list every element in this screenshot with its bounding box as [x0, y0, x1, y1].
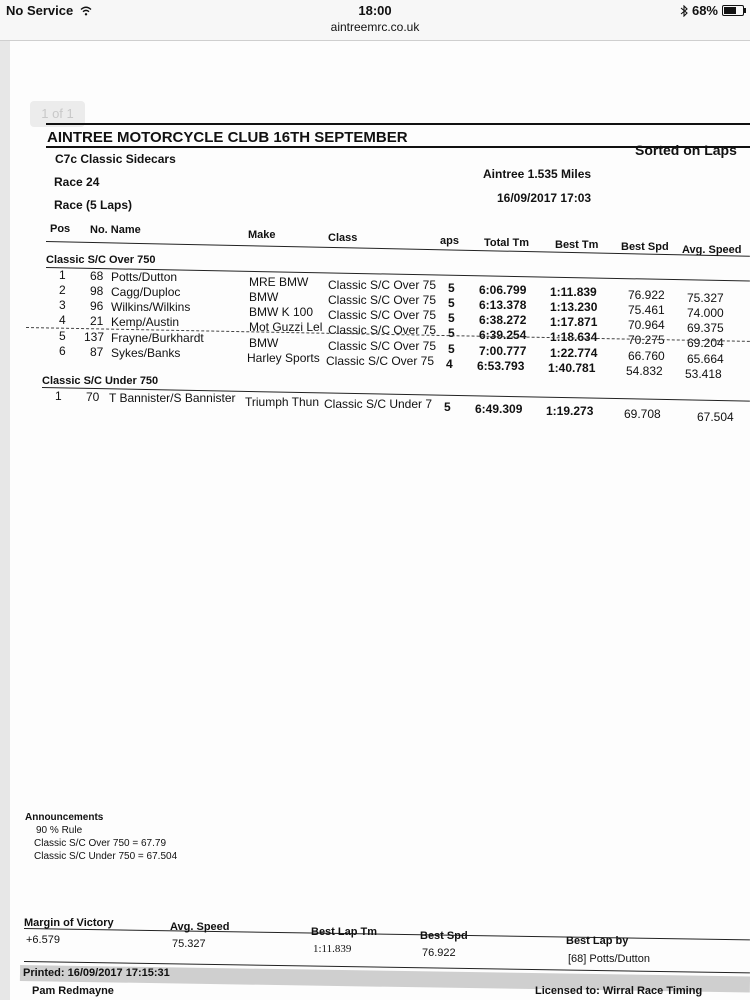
cell-total: 6:39.254 — [479, 328, 527, 342]
cell-laps: 5 — [448, 311, 455, 325]
margin-label: Margin of Victory — [24, 917, 114, 929]
cell-best-spd: 70.964 — [628, 318, 665, 332]
title-rule-top — [46, 123, 750, 125]
cell-class: Classic S/C Over 75 — [328, 278, 437, 292]
cell-total: 6:53.793 — [477, 359, 525, 373]
cell-total: 6:13.378 — [479, 298, 527, 312]
battery-percent: 68% — [691, 3, 718, 18]
cell-name: Frayne/Burkhardt — [111, 331, 204, 345]
cell-class: Classic S/C Under 7 — [324, 397, 433, 411]
cell-name: T Bannister/S Bannister — [109, 391, 236, 405]
cell-best: 1:13.230 — [550, 300, 598, 314]
cell-total: 6:49.309 — [475, 402, 523, 416]
cell-pos: 4 — [59, 313, 66, 327]
cell-avg: 67.504 — [697, 410, 734, 424]
cell-class: Classic S/C Over 75 — [326, 354, 435, 368]
cell-avg: 69.204 — [687, 336, 724, 350]
best-lap-label: Best Lap Tm — [311, 926, 378, 938]
address-url[interactable]: aintreemrc.co.uk — [330, 20, 420, 34]
race-number: Race 24 — [54, 175, 100, 189]
avg-value: 75.327 — [172, 938, 206, 950]
cell-best: 1:22.774 — [550, 346, 598, 360]
announcement-line: Classic S/C Over 750 = 67.79 — [34, 838, 167, 849]
cell-no: 98 — [90, 284, 104, 298]
cell-best-spd: 69.708 — [624, 407, 661, 421]
cell-pos: 5 — [59, 329, 66, 343]
col-make: Make — [248, 229, 276, 241]
event-class: C7c Classic Sidecars — [55, 152, 176, 166]
cell-class: Classic S/C Over 75 — [328, 293, 437, 307]
operator-name: Pam Redmayne — [32, 985, 114, 997]
col-laps: aps — [440, 235, 459, 247]
best-by-value: [68] Potts/Dutton — [568, 953, 650, 965]
cell-laps: 5 — [444, 400, 451, 414]
cell-avg: 69.375 — [687, 321, 724, 335]
cell-avg: 53.418 — [685, 367, 722, 381]
margin-value: +6.579 — [26, 934, 60, 946]
cell-no: 137 — [84, 330, 105, 344]
cell-best-spd: 54.832 — [626, 364, 663, 378]
cell-no: 96 — [90, 299, 104, 313]
cell-best: 1:11.839 — [550, 285, 597, 299]
report-title: AINTREE MOTORCYCLE CLUB 16TH SEPTEMBER — [47, 129, 408, 146]
cell-no: 87 — [90, 345, 104, 359]
cell-pos: 6 — [59, 344, 66, 358]
cell-no: 21 — [90, 314, 104, 328]
cell-avg: 74.000 — [687, 306, 724, 320]
best-spd-value: 76.922 — [422, 947, 456, 959]
cell-name: Potts/Dutton — [111, 270, 178, 284]
cell-name: Sykes/Banks — [111, 346, 181, 360]
col-best-spd: Best Spd — [621, 241, 669, 253]
cell-laps: 5 — [448, 326, 455, 340]
group-title: Classic S/C Under 750 — [42, 375, 159, 387]
cell-pos: 2 — [59, 283, 66, 297]
race-datetime: 16/09/2017 17:03 — [497, 191, 592, 205]
cell-class: Classic S/C Over 75 — [328, 308, 437, 322]
status-bar — [0, 0, 750, 41]
col-pos: Pos — [50, 223, 71, 235]
col-class: Class — [328, 232, 358, 244]
cell-class: Classic S/C Over 75 — [328, 323, 437, 337]
cell-name: Cagg/Duploc — [111, 285, 181, 299]
cell-make: BMW — [249, 336, 279, 350]
cell-pos: 3 — [59, 298, 66, 312]
cell-best: 1:19.273 — [546, 404, 594, 418]
col-no-name: No. Name — [90, 224, 141, 236]
circuit-length: Aintree 1.535 Miles — [483, 167, 592, 181]
best-lap-value: 1:11.839 — [313, 943, 352, 955]
cell-make: BMW — [249, 290, 279, 304]
cell-laps: 4 — [446, 357, 453, 371]
cell-make: Harley Sports — [247, 351, 320, 365]
cell-make: BMW K 100 — [249, 305, 314, 319]
sort-note: Sorted on Laps — [635, 142, 737, 158]
clock: 18:00 — [358, 3, 392, 18]
cell-best-spd: 75.461 — [628, 303, 665, 317]
best-spd-label: Best Spd — [420, 930, 468, 942]
pdf-viewer[interactable] — [0, 41, 750, 1000]
cell-pos: 1 — [59, 268, 66, 282]
group-title: Classic S/C Over 750 — [46, 254, 156, 266]
announcement-line: 90 % Rule — [36, 825, 83, 836]
cell-make: Mot Guzzi Lel — [249, 320, 323, 334]
cell-laps: 5 — [448, 342, 455, 356]
cell-total: 7:00.777 — [479, 344, 527, 358]
cell-best: 1:18.634 — [550, 330, 598, 344]
cell-class: Classic S/C Over 75 — [328, 339, 437, 353]
results-page — [10, 41, 750, 1000]
cell-best: 1:17.871 — [550, 315, 598, 329]
cell-no: 68 — [90, 269, 104, 283]
cell-total: 6:06.799 — [479, 283, 527, 297]
bluetooth-icon — [680, 5, 688, 17]
cell-best: 1:40.781 — [548, 361, 596, 375]
printed-stamp: Printed: 16/09/2017 17:15:31 — [23, 967, 170, 979]
col-total: Total Tm — [484, 237, 530, 249]
cell-no: 70 — [86, 390, 100, 404]
announcement-line: Classic S/C Under 750 = 67.504 — [34, 851, 178, 862]
cell-make: Triumph Thun — [245, 395, 320, 409]
race-laps: Race (5 Laps) — [54, 198, 133, 212]
cell-total: 6:38.272 — [479, 313, 527, 327]
license-note: Licensed to: Wirral Race Timing — [535, 985, 703, 997]
cell-laps: 5 — [448, 296, 455, 310]
cell-make: MRE BMW — [249, 275, 309, 289]
summary-rule — [24, 928, 750, 940]
battery-status — [680, 3, 744, 18]
cell-best-spd: 76.922 — [628, 288, 665, 302]
announcements-title: Announcements — [25, 812, 104, 823]
col-avg-speed: Avg. Speed — [682, 244, 742, 256]
avg-label: Avg. Speed — [170, 921, 230, 933]
col-best: Best Tm — [555, 239, 599, 251]
cell-name: Kemp/Austin — [111, 315, 180, 329]
carrier-label: No Service — [6, 3, 74, 18]
battery-icon — [722, 5, 744, 16]
cell-pos: 1 — [55, 389, 62, 403]
cell-avg: 65.664 — [687, 352, 724, 366]
cell-best-spd: 66.760 — [628, 349, 665, 363]
page-indicator[interactable]: 1 of 1 — [30, 101, 85, 127]
best-by-label: Best Lap by — [566, 935, 629, 947]
cell-best-spd: 70.275 — [628, 333, 665, 347]
cell-name: Wilkins/Wilkins — [111, 300, 191, 314]
cell-avg: 75.327 — [687, 291, 724, 305]
title-rule-bottom — [46, 146, 750, 148]
cell-laps: 5 — [448, 281, 455, 295]
